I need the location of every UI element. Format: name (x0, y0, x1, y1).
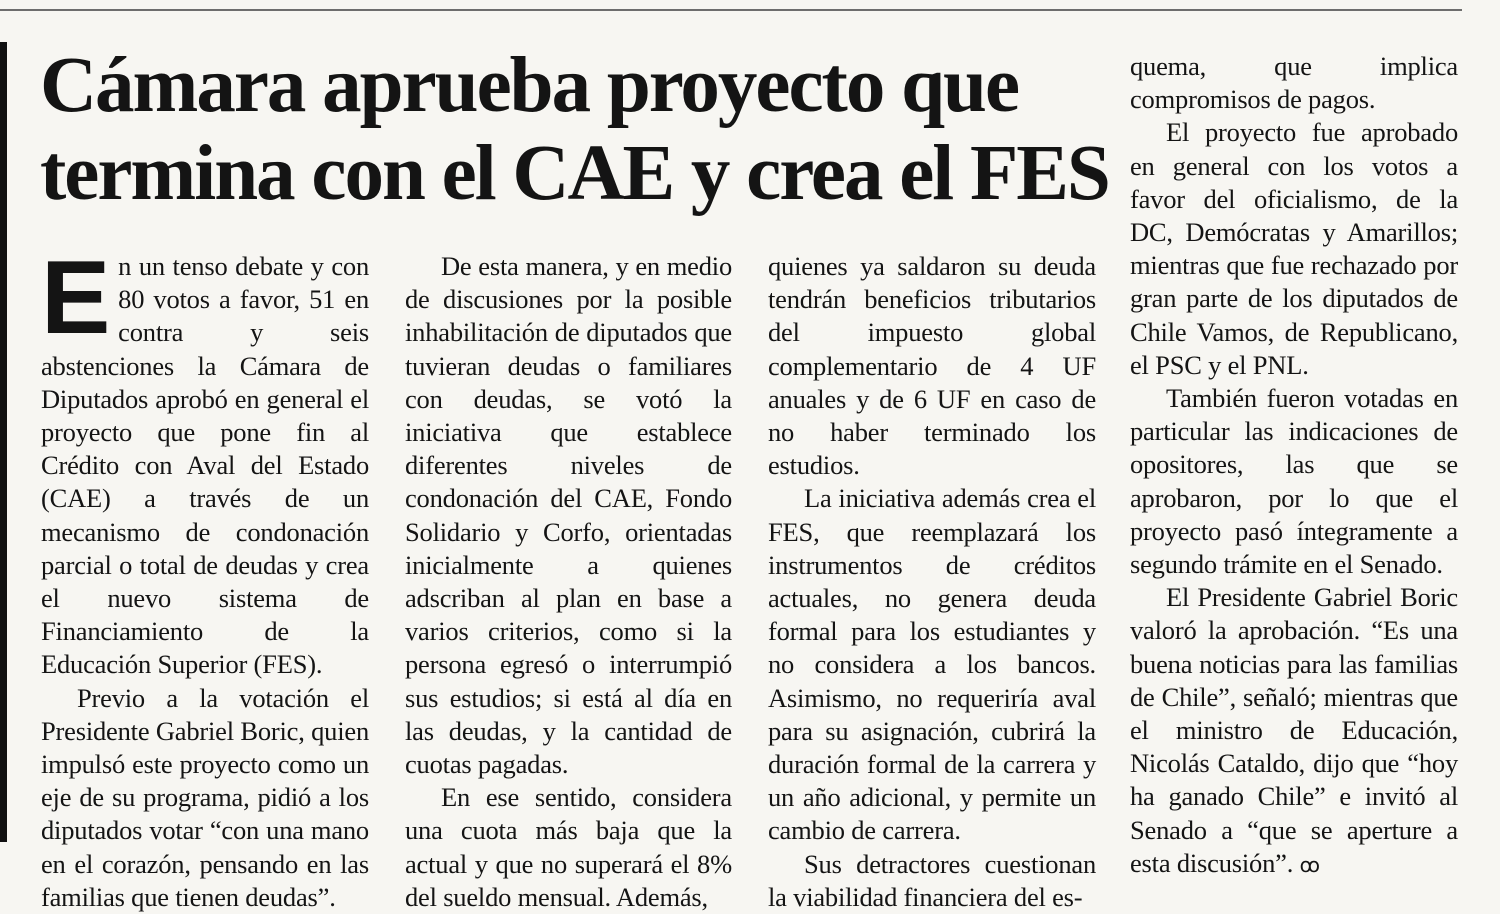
article-column-3 (768, 250, 1096, 914)
top-rule (0, 9, 1462, 11)
paragraph-lead-text: n un tenso debate y con 80 votos a favor, 51 en contra y seis abstenciones la Cámara de Diputados aprobó en general el proyecto que pone fin al Crédito con Aval del Estado (CAE) a través de un mecanismo de condonación parcial o total de deudas y crea el nuevo sistema de Financiamiento de la Educación Superior (FES). (41, 251, 369, 680)
paragraph: Sus detractores cuestionan la viabilidad financiera del es- (768, 848, 1096, 912)
headline-line-2: termina con el CAE y crea el FES (40, 130, 1109, 217)
section-bar (0, 42, 7, 842)
paragraph: También fueron votadas en particular las indicaciones de opositores, las que se aprobaron, por lo que el proyecto pasó íntegramente a segundo trámite en el Senado. (1130, 383, 1458, 580)
article-column-1 (41, 240, 369, 914)
paragraph: De esta manera, y en medio de discusiones por la posible inhabilitación de diputados que tuvieran deudas o familiares con deudas, se votó la iniciativa que establece diferentes niveles de condonación del CAE, Fondo Solidario y Corfo, orientadas inicialmente a quienes adscriban al plan en base a varios criterios, como si la persona egresó o interrumpió sus estudios; si está al día en las deudas, y la cantidad de cuotas pagadas. (405, 251, 732, 780)
paragraph: En ese sentido, considera una cuota más baja que la actual y que no superará el 8% del sueldo mensual. Además, (405, 782, 732, 912)
paragraph: quema, que implica compromisos de pagos. (1130, 51, 1458, 115)
headline (40, 42, 1120, 218)
paragraph-lead (41, 240, 369, 682)
paragraph-closing-text: El Presidente Gabriel Boric valoró la aprobación. “Es una buena noticias para las familias de Chile”, señaló; mientras que el ministro de Educación, Nicolás Cataldo, dijo que “hoy ha ganado Chile” e invitó al Senado a “que se aperture a esta discusión”. (1130, 582, 1458, 878)
paragraph: Previo a la votación el Presidente Gabriel Boric, quien impulsó este proyecto como un eje de su programa, pidió a los diputados votar “con una mano en el corazón, pensando en las familias que tienen deudas”. (41, 682, 369, 912)
article-column-2 (405, 250, 732, 914)
headline-line-1: Cámara aprueba proyecto que (40, 42, 1019, 129)
drop-cap: E (41, 240, 111, 356)
paragraph: quienes ya saldaron su deuda tendrán beneficios tributarios del impuesto global complementario de 4 UF anuales y de 6 UF en caso de no haber terminado los estudios. (768, 251, 1096, 481)
paragraph-closing (1130, 581, 1458, 883)
article-column-4 (1130, 50, 1458, 883)
end-mark-icon: ꝏ (1299, 854, 1319, 877)
paragraph: El proyecto fue aprobado en general con los votos a favor del oficialismo, de la DC, Demócratas y Amarillos; mientras que fue rechazado por gran parte de los diputados de Chile Vamos, de Republicano, el PSC y el PNL. (1130, 117, 1458, 380)
paragraph: La iniciativa además crea el FES, que reemplazará los instrumentos de créditos actuales, no genera deuda formal para los estudiantes y no considera a los bancos. Asimismo, no requeriría aval para su asignación, cubrirá la duración formal de la carrera y un año adicional, y permite un cambio de carrera. (768, 483, 1096, 846)
